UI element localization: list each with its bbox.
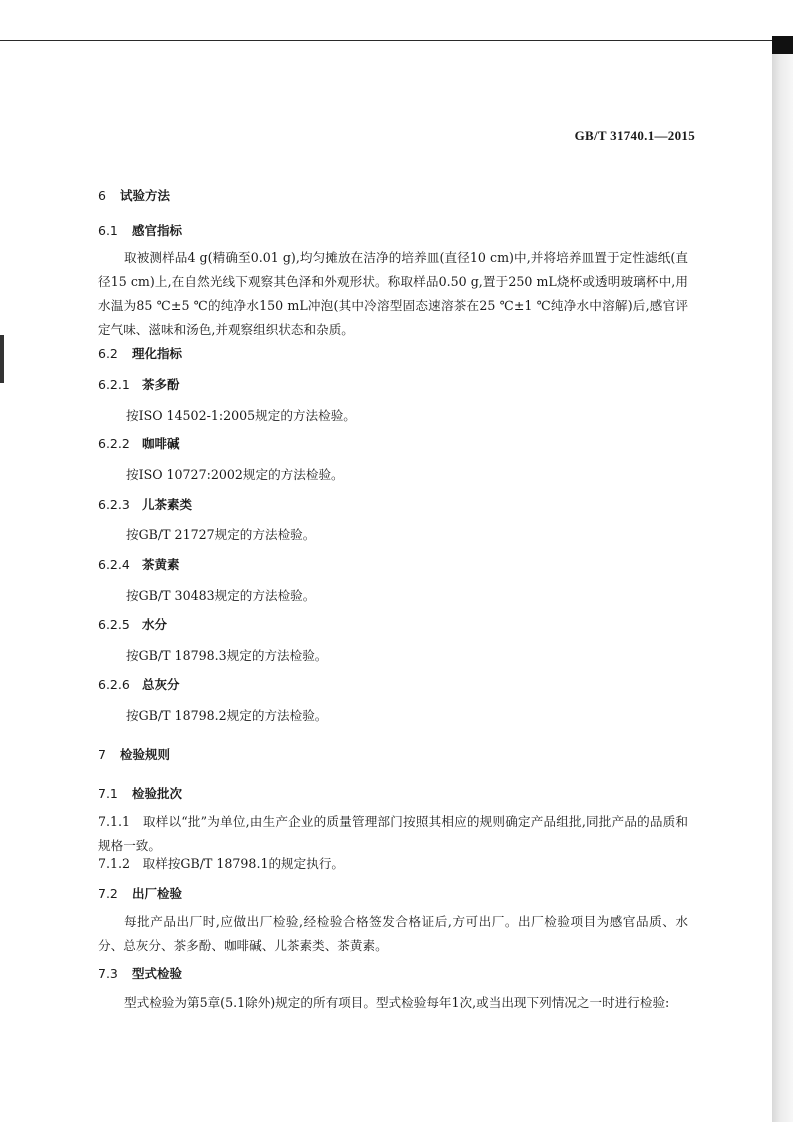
section-6-2-heading <box>98 344 182 362</box>
clause-6-2-4-text: 按GB/T 30483规定的方法检验。 <box>126 588 316 603</box>
section-6-2-5-heading <box>98 615 167 633</box>
clause-7-1-2-paragraph: 7.1.2 取样按GB/T 18798.1的规定执行。 <box>98 856 345 871</box>
subsection-title: 出厂检验 <box>132 886 183 901</box>
section-7-heading <box>98 745 170 763</box>
section-7-3-paragraph: 型式检验为第5章(5.1除外)规定的所有项目。型式检验每年1次,或当出现下列情况之一时进行检验: <box>124 995 670 1010</box>
subsection-number: 7.3 <box>98 966 118 981</box>
clause-number: 6.2.2 <box>98 436 130 451</box>
left-binding-mark <box>0 335 4 383</box>
clause-number: 6.2.4 <box>98 557 130 572</box>
section-6-2-4-heading <box>98 555 180 573</box>
section-6-2-3-heading <box>98 495 192 513</box>
clause-title: 茶黄素 <box>142 557 180 572</box>
clause-title: 茶多酚 <box>142 377 180 392</box>
scan-edge-mark <box>772 36 793 54</box>
clause-title: 咖啡碱 <box>142 436 180 451</box>
clause-7-1-1-paragraph: 7.1.1 取样以“批”为单位,由生产企业的质量管理部门按照其相应的规则确定产品组批,同批产品的品质和规格一致。 <box>98 814 688 853</box>
clause-number: 6.2.1 <box>98 377 130 392</box>
clause-title: 水分 <box>142 617 168 632</box>
subsection-number: 7.1 <box>98 786 118 801</box>
section-6-1-heading <box>98 221 182 239</box>
subsection-title: 理化指标 <box>132 346 183 361</box>
section-7-1-heading <box>98 784 182 802</box>
page-edge-shadow <box>772 54 793 1122</box>
clause-6-2-3-text: 按GB/T 21727规定的方法检验。 <box>126 527 316 542</box>
clause-title: 儿茶素类 <box>142 497 193 512</box>
subsection-title: 感官指标 <box>132 223 183 238</box>
subsection-number: 6.1 <box>98 223 118 238</box>
top-border-line <box>0 40 772 41</box>
section-7-3-heading <box>98 964 182 982</box>
section-7-2-heading <box>98 884 182 902</box>
section-title: 试验方法 <box>120 188 171 203</box>
subsection-number: 7.2 <box>98 886 118 901</box>
section-6-2-1-heading <box>98 375 180 393</box>
clause-title: 总灰分 <box>142 677 180 692</box>
clause-number: 6.2.6 <box>98 677 130 692</box>
clause-6-2-1-text: 按ISO 14502-1:2005规定的方法检验。 <box>126 408 356 423</box>
clause-number: 6.2.5 <box>98 617 130 632</box>
subsection-title: 型式检验 <box>132 966 183 981</box>
section-6-2-6-heading <box>98 675 180 693</box>
subsection-number: 6.2 <box>98 346 118 361</box>
section-number: 7 <box>98 747 106 762</box>
section-6-2-2-heading <box>98 434 180 452</box>
section-7-2-paragraph: 每批产品出厂时,应做出厂检验,经检验合格签发合格证后,方可出厂。出厂检验项目为感官品质、水分、总灰分、茶多酚、咖啡碱、儿茶素类、茶黄素。 <box>98 914 688 953</box>
standard-number: GB/T 31740.1—2015 <box>574 128 695 143</box>
clause-6-2-2-text: 按ISO 10727:2002规定的方法检验。 <box>126 467 344 482</box>
clause-6-2-5-text: 按GB/T 18798.3规定的方法检验。 <box>126 648 328 663</box>
subsection-title: 检验批次 <box>132 786 183 801</box>
section-title: 检验规则 <box>120 747 171 762</box>
section-6-heading <box>98 186 170 204</box>
clause-6-2-6-text: 按GB/T 18798.2规定的方法检验。 <box>126 708 328 723</box>
clause-number: 6.2.3 <box>98 497 130 512</box>
section-number: 6 <box>98 188 106 203</box>
section-6-1-paragraph: 取被测样品4 g(精确至0.01 g),均匀摊放在洁净的培养皿(直径10 cm)中,并将培养皿置于定性滤纸(直径15 cm)上,在自然光线下观察其色泽和外观形状。称取样品0.50 g,置于250 mL烧杯或透明玻璃杯中,用水温为85 ℃±5 ℃的纯净水150 mL冲泡(其中冷溶型固态速溶茶在25 ℃±1 ℃纯净水中溶解)后,感官评定气味、滋味和汤色,并观察组织状态和杂质。 <box>98 250 688 337</box>
